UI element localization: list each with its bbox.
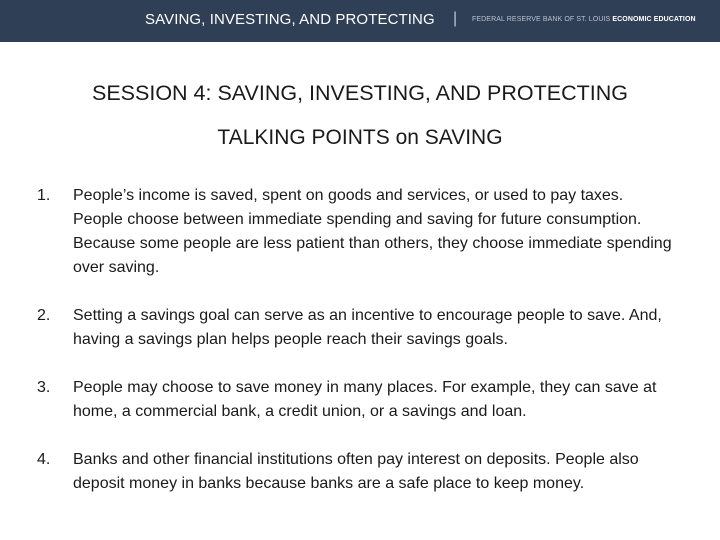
point-text: People’s income is saved, spent on goods and services, or used to pay taxes. People choose between immediate spending and saving for future consumption. Because some people are less patient than others, they choose immediate spending over saving. [73, 187, 672, 276]
header-separator: | [453, 10, 458, 27]
point-number: 4. [37, 451, 51, 468]
organization-name [472, 16, 696, 23]
talking-point [37, 184, 677, 280]
point-number: 1. [37, 187, 51, 204]
organization-name-bold: ECONOMIC EDUCATION [612, 16, 696, 23]
point-text: People may choose to save money in many places. For example, they can save at home, a commercial bank, a credit union, or a savings and loan. [73, 379, 657, 420]
talking-point [37, 304, 677, 352]
talking-point [37, 448, 677, 496]
talking-points-subtitle: TALKING POINTS on SAVING [217, 126, 503, 149]
session-title: SESSION 4: SAVING, INVESTING, AND PROTECTING [91, 81, 628, 105]
organization-name-light: FEDERAL RESERVE BANK OF ST. LOUIS [472, 16, 611, 23]
point-number: 3. [37, 379, 51, 396]
talking-points-list [37, 184, 677, 496]
header-title: SAVING, INVESTING, AND PROTECTING [145, 11, 435, 28]
header-bar [0, 0, 720, 42]
point-text: Banks and other financial institutions often pay interest on deposits. People also deposit money in banks because banks are a safe place to keep money. [73, 451, 639, 492]
point-number: 2. [37, 307, 51, 324]
talking-point [37, 376, 677, 424]
point-text: Setting a savings goal can serve as an incentive to encourage people to save. And, having a savings plan helps people reach their savings goals. [73, 307, 662, 348]
